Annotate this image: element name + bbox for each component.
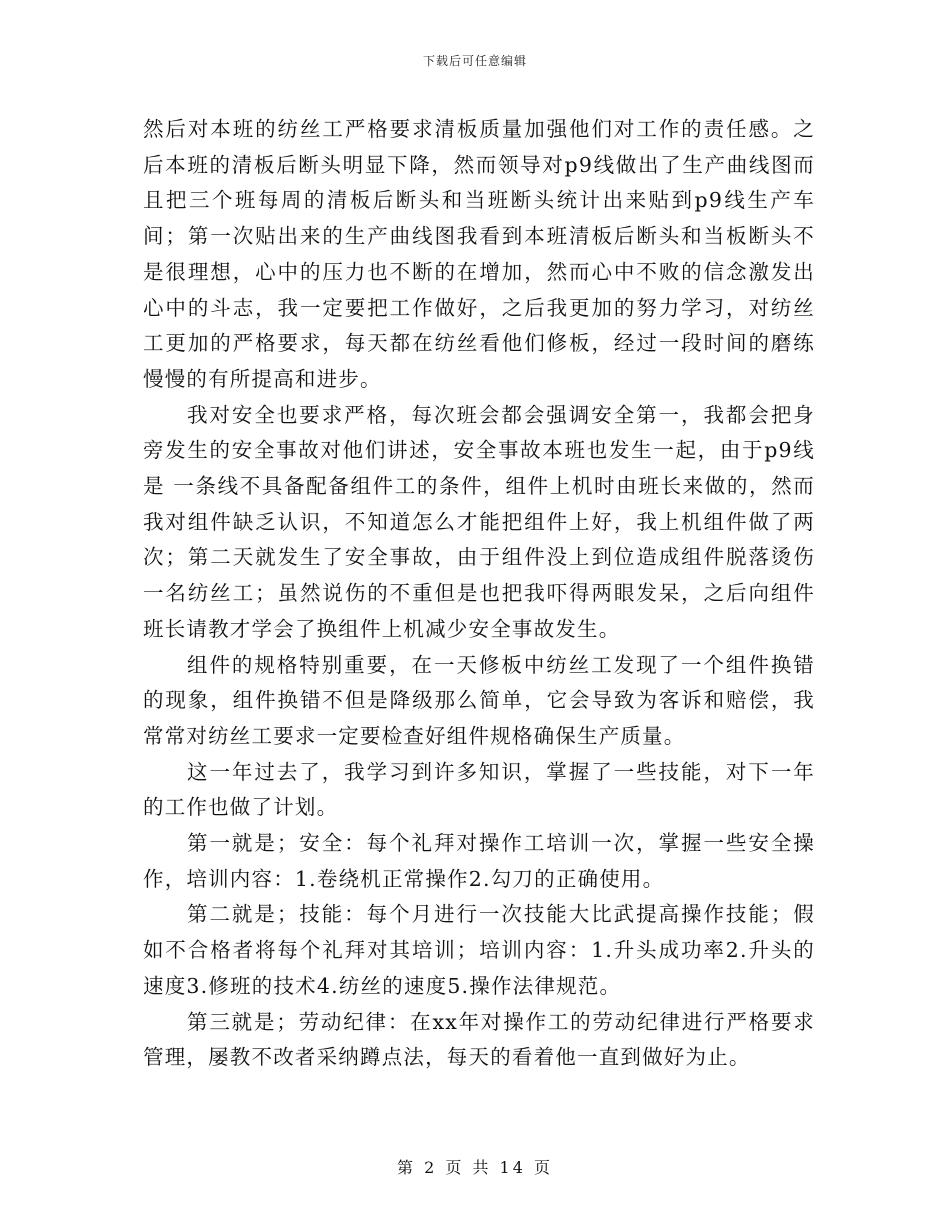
paragraph-1: 然后对本班的纺丝工严格要求清板质量加强他们对工作的责任感。之后本班的清板后断头明显下降，然而领导对p9线做出了生产曲线图而且把三个班每周的清板后断头和当班断头统计出来贴到p9线生产车间；第一次贴出来的生产曲线图我看到本班清板后断头和当板断头不是很理想，心中的压力也不断的在增加，然而心中不败的信念激发出心中的斗志，我一定要把工作做好，之后我更加的努力学习，对纺丝工更加的严格要求，每天都在纺丝看他们修板，经过一段时间的磨练慢慢的有所提高和进步。: [143, 117, 815, 391]
paragraph-5: 第一就是；安全：每个礼拜对操作工培训一次，掌握一些安全操作，培训内容：1.卷绕机正常操作2.勾刀的正确使用。: [143, 831, 815, 891]
header-note: 下载后可任意编辑: [422, 54, 527, 68]
page-number: 第 2 页 共 14 页: [397, 1158, 553, 1177]
paragraph-6: 第二就是；技能：每个月进行一次技能大比武提高操作技能；假如不合格者将每个礼拜对其培训；培训内容：1.升头成功率2.升头的速度3.修班的技术4.纺丝的速度5.操作法律规范。: [143, 902, 815, 998]
paragraph-7: 第三就是；劳动纪律：在xx年对操作工的劳动纪律进行严格要求管理，屡教不改者采纳蹲点法，每天的看着他一直到做好为止。: [143, 1009, 815, 1070]
document-body: [143, 112, 815, 1076]
paragraph-3: 组件的规格特别重要，在一天修板中纺丝工发现了一个组件换错的现象，组件换错不但是降级那么简单，它会导致为客诉和赔偿，我常常对纺丝工要求一定要检查好组件规格确保生产质量。: [143, 652, 815, 748]
paragraph-4: 这一年过去了，我学习到许多知识，掌握了一些技能，对下一年的工作也做了计划。: [143, 759, 815, 820]
paragraph-2: 我对安全也要求严格，每次班会都会强调安全第一，我都会把身旁发生的安全事故对他们讲述，安全事故本班也发生一起，由于p9线是 一条线不具备配备组件工的条件，组件上机时由班长来做的，然而我对组件缺乏认识，不知道怎么才能把组件上好，我上机组件做了两次；第二天就发生了安全事故，由于组件没上到位造成组件脱落烫伤一名纺丝工；虽然说伤的不重但是也把我吓得两眼发呆，之后向组件班长请教才学会了换组件上机减少安全事故发生。: [143, 402, 815, 641]
